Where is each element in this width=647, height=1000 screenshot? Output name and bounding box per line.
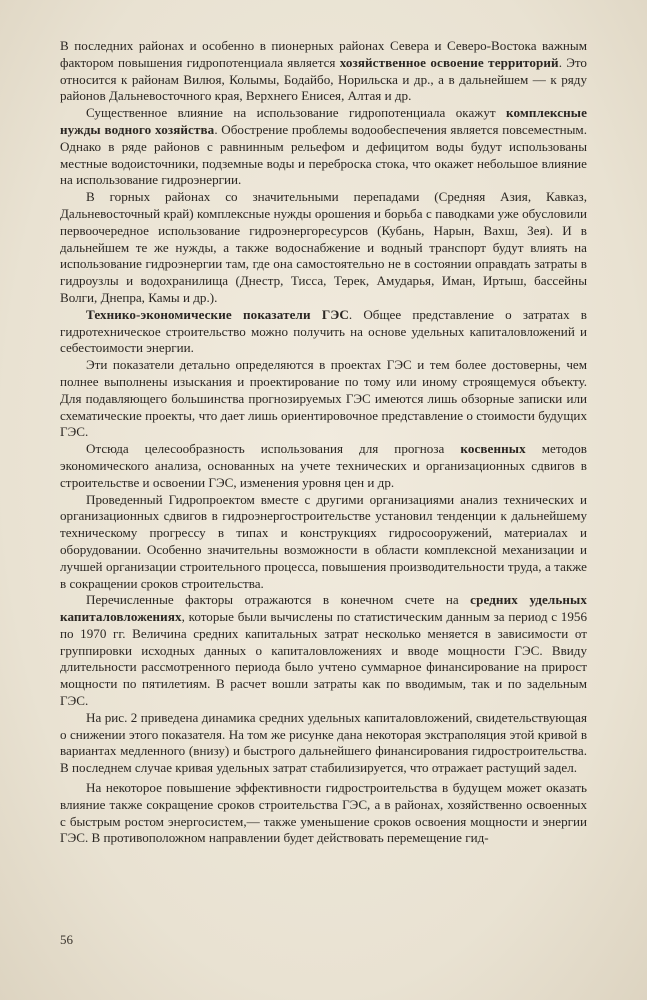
text-run: . Общее представление о затратах в гидротехническое строительство можно получить на основе удельных капиталовложений и себестоимости энергии. [60,306,587,356]
paragraph [60,307,587,357]
bold-term: Технико-экономические показатели ГЭС [86,306,349,322]
text-run: методов экономического анализа, основанных на учете технических и организационных сдвигов в строительстве и освоении ГЭС, изменения уровня цен и др. [60,441,587,490]
text-run: В горных районах со значительными перепадами (Средняя Азия, Кавказ, Дальневосточный край) комплексные нужды орошения и борьба с паводками уже обусловили первоочередное использование гидроэнергоресурсов (Кубань, Нарын, Вахш, Зея). И в дальнейшем те же нужды, а также водоснабжение и водный транспорт будут влиять на использование гидроэнергии там, где она самостоятельно не в состоянии оправдать затраты в гидроузлы и водохранилища (Днестр, Тисса, Терек, Амударья, Иман, Иртыш, бассейны Волги, Днепра, Камы и др.). [60,189,587,305]
text-run: Проведенный Гидропроектом вместе с другими организациями анализ технических и организационных сдвигов в гидроэнергостроительстве установил тенденции к дальнейшему техническому прогрессу в типах и конструкциях гидросооружений, материалах и оборудовании. Особенно значительны возможности в области комплексной механизации и лучшей организации строительного процесса, повышения производительности труда, а также в сокращении сроков строительства. [60,491,587,591]
text-run: На рис. 2 приведена динамика средних удельных капиталовложений, свидетельствующая о снижении этого показателя. На том же рисунке дана некоторая экстраполяция этой кривой в вариантах медленного (внизу) и быстрого дальнейшего финансирования гидростроительства. В последнем случае кривая удельных затрат стабилизируется, что отражает растущий задел. [60,709,587,776]
text-run: , которые были вычислены по статистическим данным за период с 1956 по 1970 гг. Величина средних капитальных затрат несколько меняется в зависимости от группировки исходных данных о капиталовложениях и вводе мощности ГЭС. Ввиду длительности рассмотренного периода было учтено суммарное финансирование на прирост мощности по пятилетиям. В расчет вошли затраты как по вводимым, так и по задельным ГЭС. [60,609,587,709]
text-run: Существенное влияние на использование гидропотенциала окажут [86,105,506,121]
text-run: Эти показатели детально определяются в проектах ГЭС и тем более достоверны, чем полнее выполнены изыскания и проектирование по тому или иному строящемуся объекту. Для подавляющего большинства прогнозируемых ГЭС имеются лишь обзорные записки или схематические проекты, что дает лишь ориентировочное представление о стоимости будущих ГЭС. [60,357,587,440]
bold-term: средних удельных капиталовложениях [60,592,587,625]
paragraph [60,592,587,710]
text-run: . Это относится к районам Вилюя, Колымы, Бодайбо, Норильска и др., а в дальнейшем — к ряду районов Дальневосточного края, Верхнего Енисея, Алтая и др. [60,54,587,104]
paragraph [60,492,587,593]
paragraph [60,441,587,491]
bold-term: комплексные нужды водного хозяйства [60,105,587,137]
text-run: . Обострение проблемы водообеспечения является повсеместным. Однако в ряде районов с равнинным рельефом и дефицитом воды будут использованы местные водоисточники, подземные воды и переброска стока, что окажет небольшое влияние на использование гидроэнергии. [60,121,587,188]
text-run: Отсюда целесообразность использования для прогноза [86,441,461,457]
paragraph [60,780,587,847]
text-run: Перечисленные факторы отражаются в конечном счете на [86,592,471,608]
bold-term: хозяйственное освоение территорий [339,54,559,70]
bold-term: косвенных [460,441,526,457]
text-run: На некоторое повышение эффективности гидростроительства в будущем может оказать влияние также сокращение сроков строительства ГЭС, а в районах, хозяйственно освоенных с быстрым ростом энергосистем,— также уменьшение сроков освоения мощности и энергии ГЭС. В противоположном направлении будет действовать перемещение гид- [60,780,587,846]
page-number: 56 [60,932,73,947]
paragraph [60,38,587,105]
paragraph [60,105,587,189]
text-run: В последних районах и особенно в пионерных районах Севера и Северо-Востока важным фактором повышения гидропотенциала является [60,38,587,70]
paragraph [60,189,587,307]
paragraph [60,710,587,777]
paragraph [60,357,587,441]
body-text [60,38,587,847]
